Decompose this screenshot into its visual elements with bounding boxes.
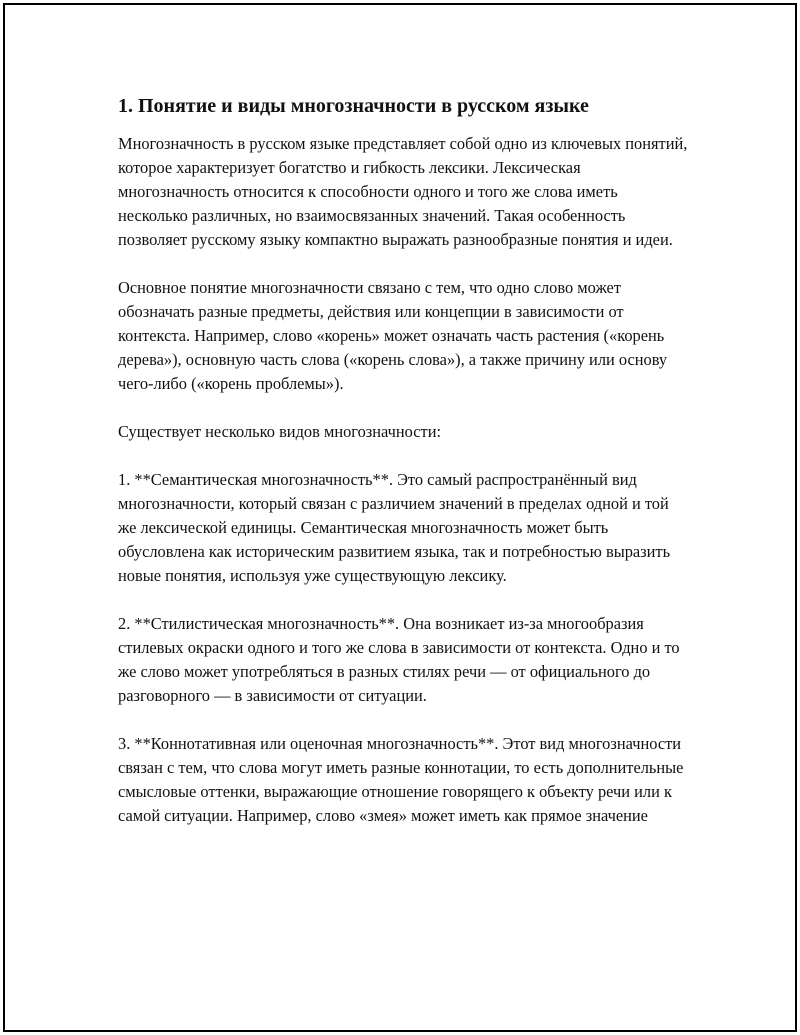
section-heading: 1. Понятие и виды многозначности в русском языке [118,95,589,117]
paragraph-types-intro: Существует несколько видов многозначности: [118,422,442,441]
paragraph-intro: Многозначность в русском языке представляет собой одно из ключевых понятий, которое характеризует богатство и гибкость лексики. Лексическая многозначность относится к способности одного и того же слова иметь несколько различных, но взаимосвязанных значений. Такая особенность позволяет русскому языку компактно выражать разнообразные понятия и идеи. [118,134,688,249]
document-body [118,92,690,828]
paragraph-stylistic: 2. **Стилистическая многозначность**. Она возникает из-за многообразия стилевых окраски одного и того же слова в зависимости от контекста. Одно и то же слово может употребляться в разных стилях речи — от официального до разговорного — в зависимости от ситуации. [118,614,680,705]
paragraph-connotative: 3. **Коннотативная или оценочная многозначность**. Этот вид многозначности связан с тем, что слова могут иметь разные коннотации, то есть дополнительные смысловые оттенки, выражающие отношение говорящего к объекту речи или к самой ситуации. Например, слово «змея» может иметь как прямое значение [118,734,684,825]
paragraph-semantic: 1. **Семантическая многозначность**. Это самый распространённый вид многозначности, который связан с различием значений в пределах одной и той же лексической единицы. Семантическая многозначность может быть обусловлена как историческим развитием языка, так и потребностью выразить новые понятия, используя уже существующую лексику. [118,470,671,585]
paragraph-basic-concept: Основное понятие многозначности связано с тем, что одно слово может обозначать разные предметы, действия или концепции в зависимости от контекста. Например, слово «корень» может означать часть растения («корень дерева»), основную часть слова («корень слова»), а также причину или основу чего-либо («корень проблемы»). [118,278,668,393]
